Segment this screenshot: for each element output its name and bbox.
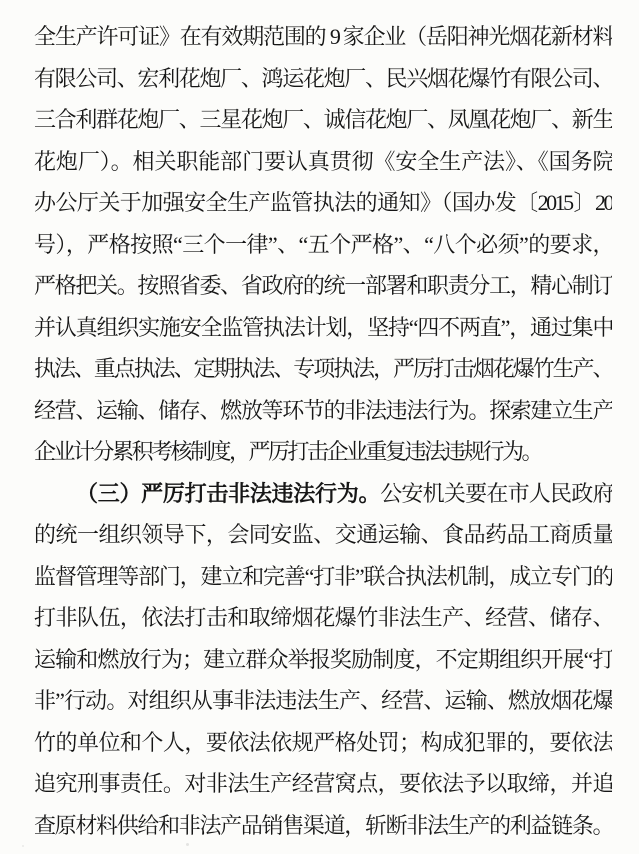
text-line: 执法、重点执法、定期执法、专项执法，严厉打击烟花爆竹生产、 [34, 356, 612, 381]
section-heading: （三）严厉打击非法违法行为。 [76, 480, 381, 506]
text-line: 并认真组织实施安全监管执法计划，坚持“四不两直”，通过集中 [34, 314, 612, 340]
text-line: 监督管理等部门，建立和完善“打非”联合执法机制，成立专门的 [34, 563, 612, 589]
scan-speck [22, 845, 24, 847]
text-line: 经营、运输、储存、燃放等环节的非法违法行为。探索建立生产 [34, 397, 612, 423]
text-line: 号），严格按照“三个一律”、“五个严格”、“八个必须”的要求， [34, 231, 612, 257]
paragraph-last-line: 企业计分累积考核制度，严厉打击企业重复违法违规行为。 [34, 439, 542, 464]
text-line: 办公厅关于加强安全生产监管执法的通知》（国办发〔2015〕20 [34, 190, 612, 215]
section-body-start: 公安机关要在市人民政府 [380, 480, 612, 506]
text-line: 非”行动。对组织从事非法违法生产、经营、运输、燃放烟花爆 [34, 688, 612, 713]
text-line: 追究刑事责任。对非法生产经营窝点，要依法予以取缔，并追 [34, 771, 612, 796]
text-line: 严格把关。按照省委、省政府的统一部署和职责分工，精心制订 [34, 273, 612, 298]
text-line: 的统一组织领导下，会同安监、交通运输、食品药品工商质量 [34, 522, 612, 547]
text-line: 查原材料供给和非法产品销售渠道，斩断非法生产的利益链条。 [34, 812, 612, 838]
scan-speck [574, 76, 577, 79]
text-line: 全生产许可证》在有效期范围的 9 家企业（岳阳神光烟花新材料 [34, 24, 612, 49]
scan-speck [420, 731, 423, 734]
text-line: 花炮厂）。相关职能部门要认真贯彻《安全生产法》、《国务院 [34, 148, 612, 174]
text-line: 三合利群花炮厂、三星花炮厂、诚信花炮厂、凤凰花炮厂、新生 [34, 107, 612, 132]
scan-speck [186, 843, 189, 846]
text-line [34, 473, 612, 515]
scan-speck [566, 520, 569, 522]
text-line: 打非队伍，依法打击和取缔烟花爆竹非法生产、经营、储存、 [34, 605, 612, 630]
text-line: 竹的单位和个人，要依法依规严格处罚；构成犯罪的，要依法 [34, 729, 612, 755]
text-line: 有限公司、宏利花炮厂、鸿运花炮厂、民兴烟花爆竹有限公司、 [34, 65, 612, 91]
text-line: 运输和燃放行为；建立群众举报奖励制度，不定期组织开展“打 [34, 646, 612, 672]
